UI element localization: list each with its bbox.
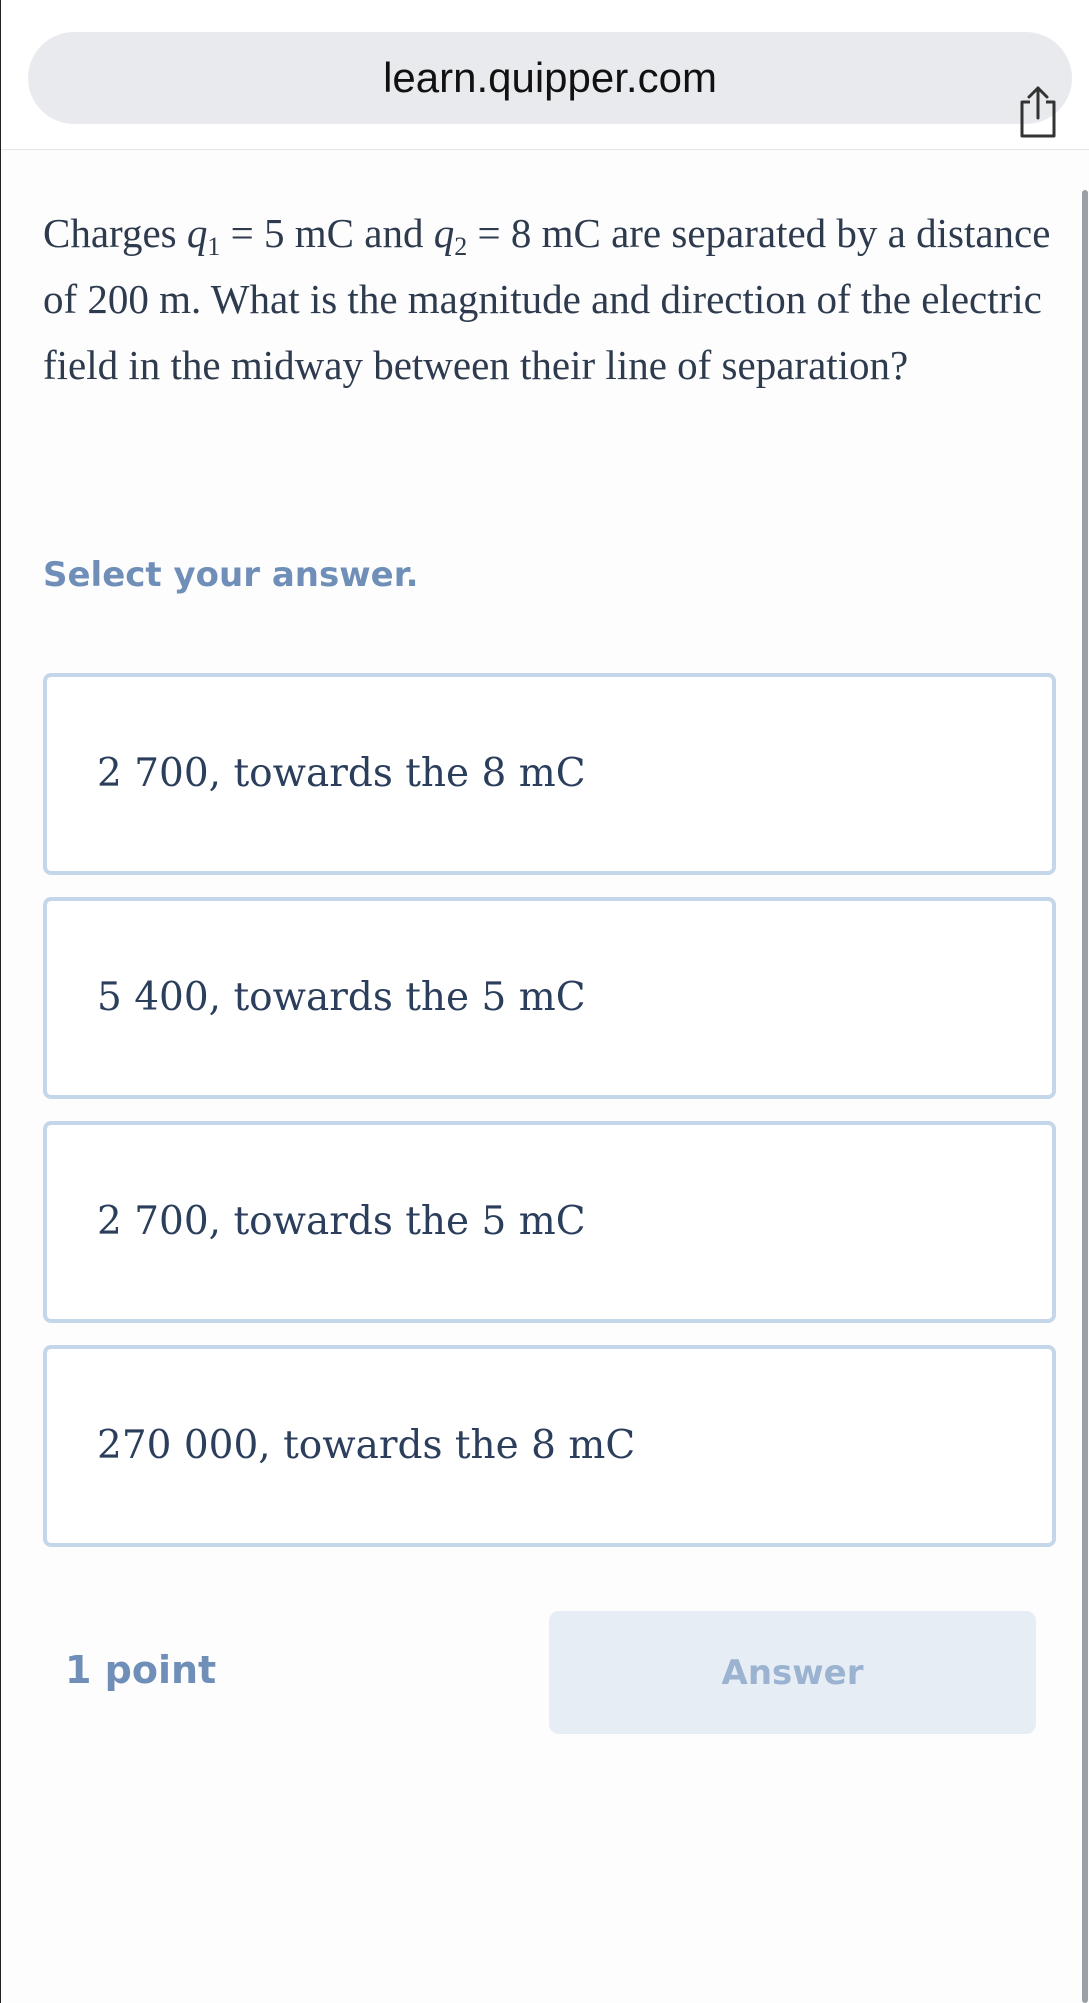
q1-variable: q (186, 210, 208, 256)
answer-option-label: 5 400, towards the 5 mC (97, 975, 586, 1020)
answer-option-3[interactable] (43, 1121, 1056, 1323)
q2-subscript: 2 (454, 232, 468, 261)
question-part-2: and (354, 210, 434, 256)
share-icon[interactable] (1013, 84, 1063, 140)
q1-subscript: 1 (207, 232, 221, 261)
q2-equation: = 8 mC (467, 210, 601, 256)
question-text (43, 200, 1053, 398)
answer-option-2[interactable] (43, 897, 1056, 1099)
answer-button[interactable]: Answer (549, 1611, 1036, 1734)
answer-option-4[interactable] (43, 1345, 1056, 1547)
answer-option-1[interactable] (43, 673, 1056, 875)
points-label: 1 point (65, 1648, 217, 1692)
answer-option-label: 2 700, towards the 8 mC (97, 751, 586, 796)
address-bar[interactable] (28, 32, 1072, 124)
scrollbar[interactable] (1082, 190, 1088, 2003)
question-part-1: Charges (43, 210, 187, 256)
answer-option-label: 2 700, towards the 5 mC (97, 1199, 586, 1244)
answer-option-label: 270 000, towards the 8 mC (97, 1423, 636, 1468)
url-text[interactable]: learn.quipper.com (383, 54, 717, 101)
select-answer-prompt: Select your answer. (43, 555, 419, 595)
question-part-3: are separated by a distance of 200 m. What is the magnitude and direction of the electric field in the midway between their line of separation? (43, 210, 1051, 388)
browser-toolbar (1, 0, 1089, 150)
q1-equation: = 5 mC (220, 210, 354, 256)
q2-variable: q (433, 210, 455, 256)
